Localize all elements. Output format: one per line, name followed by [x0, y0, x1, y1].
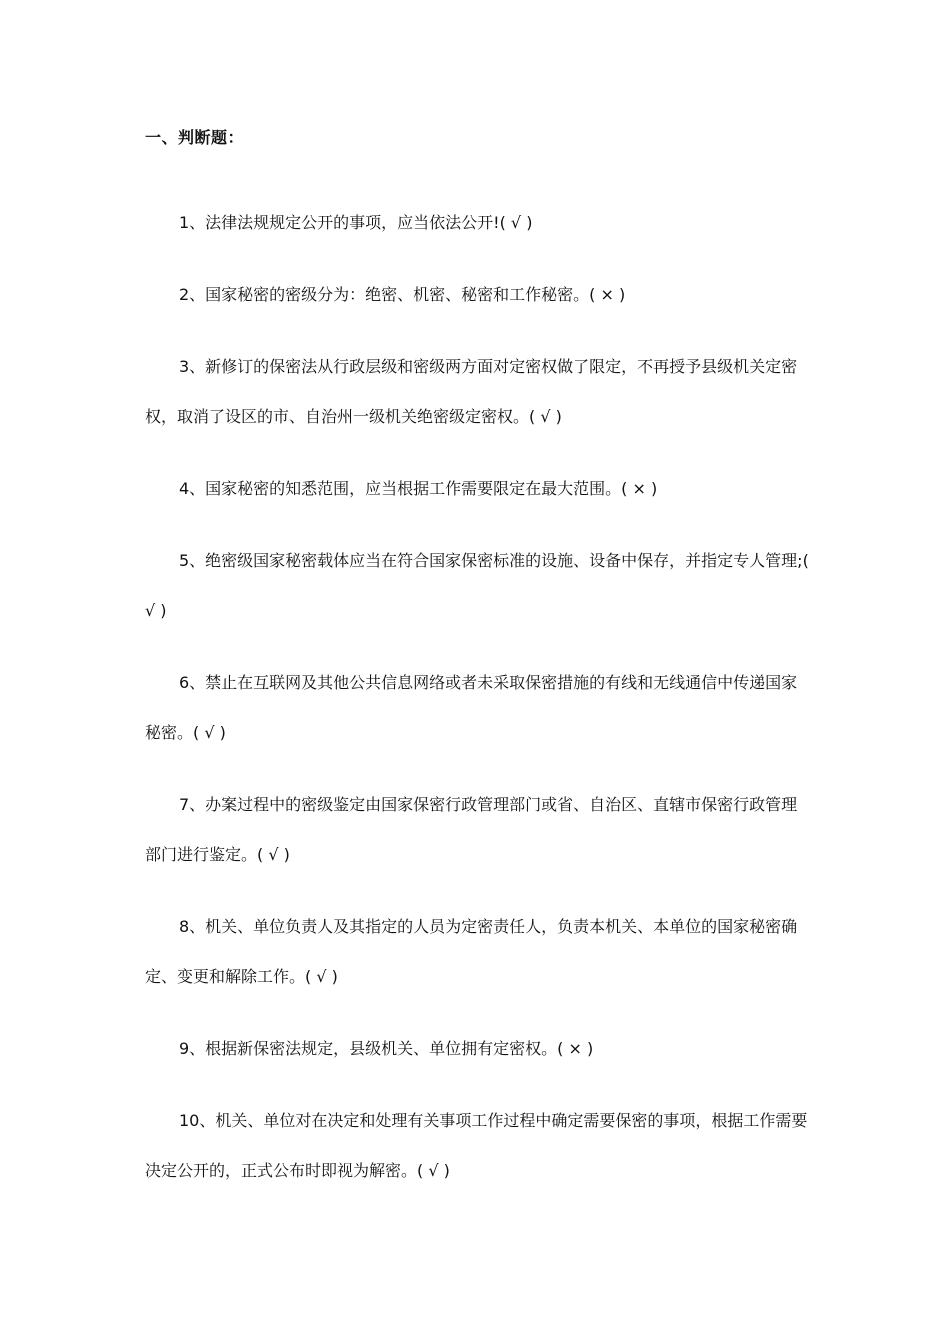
question-item: 2、国家秘密的密级分为：绝密、机密、秘密和工作秘密。( × ): [179, 285, 626, 304]
section-title: 一、判断题：: [145, 128, 245, 147]
question-item: 4、国家秘密的知悉范围，应当根据工作需要限定在最大范围。( × ): [179, 479, 658, 498]
document-content: [145, 126, 810, 1218]
question-item: 1、法律法规规定公开的事项，应当依法公开!( √ ): [179, 213, 533, 232]
question-item: 9、根据新保密法规定，县级机关、单位拥有定密权。( × ): [179, 1039, 594, 1058]
question-item: 3、新修订的保密法从行政层级和密级两方面对定密权做了限定，不再授予县级机关定密权，取消了设区的市、自治州一级机关绝密级定密权。( √ ): [145, 357, 798, 426]
question-item: 8、机关、单位负责人及其指定的人员为定密责任人，负责本机关、本单位的国家秘密确定、变更和解除工作。( √ ): [145, 917, 798, 986]
question-item: 5、绝密级国家秘密载体应当在符合国家保密标准的设施、设备中保存，并指定专人管理;( √ ): [145, 551, 809, 620]
question-item: 7、办案过程中的密级鉴定由国家保密行政管理部门或省、自治区、直辖市保密行政管理部门进行鉴定。( √ ): [145, 795, 798, 864]
question-item: 6、禁止在互联网及其他公共信息网络或者未采取保密措施的有线和无线通信中传递国家秘密。( √ ): [145, 673, 798, 742]
question-item: 10、机关、单位对在决定和处理有关事项工作过程中确定需要保密的事项，根据工作需要决定公开的，正式公布时即视为解密。( √ ): [145, 1111, 808, 1180]
